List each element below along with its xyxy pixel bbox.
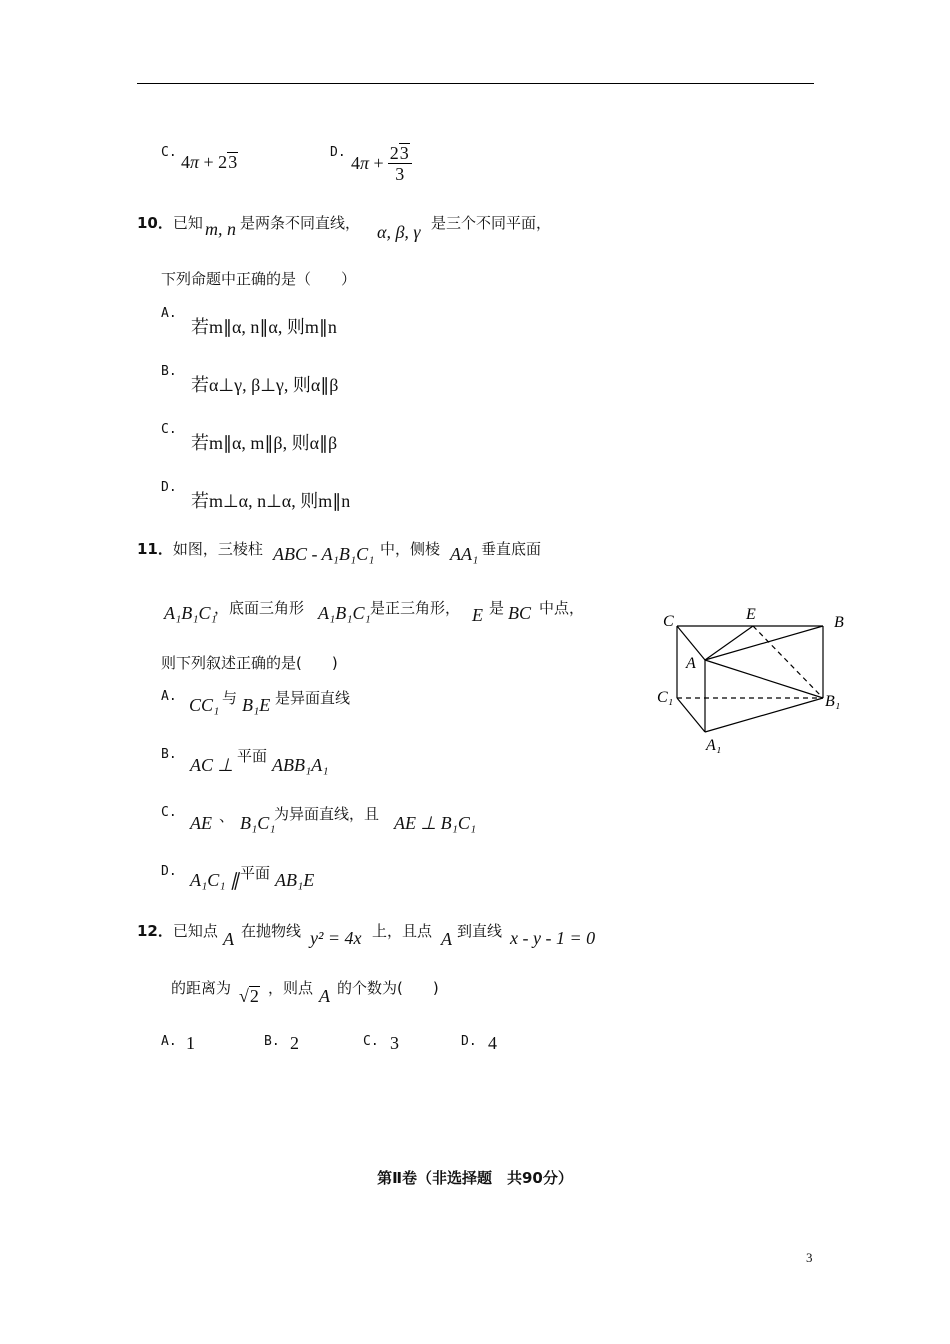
q11-c-m3: AE ⊥ B₁C₁: [394, 813, 477, 833]
q10-option-b-text: 若α⊥γ, β⊥γ, 则α∥β: [191, 375, 339, 395]
q12-point-a: A: [223, 929, 234, 949]
header-rule: [137, 83, 814, 84]
label-a: A: [686, 655, 696, 672]
q11-d-t1: 平面: [240, 864, 271, 882]
q12-stem-line1: [137, 920, 218, 941]
option-label: D.: [461, 1034, 477, 1049]
q11-text-h: 则下列叙述正确的是( ): [161, 654, 338, 672]
q11-c-t1: 、: [219, 807, 235, 825]
q10-vars-greek: α, β, γ: [377, 222, 421, 242]
triangular-prism-figure: [650, 600, 850, 760]
q12-text-e: 的距离为: [171, 979, 232, 997]
q11-prism: ABC - A₁B₁C₁: [273, 544, 375, 564]
q11-b-m2: ABB₁A₁: [272, 755, 329, 775]
q11-text-b: 中，侧棱: [380, 540, 441, 558]
fraction-denominator: 3: [395, 163, 405, 184]
q11-text-g: 中点，: [539, 599, 585, 617]
question-number: 12．: [137, 922, 173, 940]
q10-option-c-text: 若m∥α, m∥β, 则α∥β: [191, 433, 338, 453]
q11-edge: AA₁: [450, 544, 479, 564]
q12-point-a2: A: [441, 929, 452, 949]
q10-text-a: 已知: [172, 214, 203, 232]
q12-option-a-value: 1: [186, 1033, 195, 1053]
q11-a-m2: B₁E: [242, 695, 271, 715]
question-number: 11．: [137, 540, 173, 558]
sqrt-radicand: 2: [249, 986, 259, 1006]
question-number: 10．: [137, 214, 173, 232]
option-label: C.: [363, 1034, 379, 1049]
q12-text-d: 到直线: [457, 922, 503, 940]
q12-text-c: 上，且点: [372, 922, 433, 940]
q11-c-t2: 为异面直线，且: [274, 805, 380, 823]
option-label: D.: [161, 864, 177, 879]
option-label: A.: [161, 689, 177, 704]
label-c: C: [663, 613, 674, 630]
q11-c-m2: B₁C₁: [240, 813, 276, 833]
q12-text-a: 已知点: [172, 922, 218, 940]
section-heading: 第Ⅱ卷（非选择题 共90分）: [377, 1169, 573, 1187]
option-label: C.: [161, 805, 177, 820]
q9-option-c: [161, 145, 177, 160]
q11-b-t1: 平面: [237, 747, 268, 765]
q12-option-d-value: 4: [488, 1033, 497, 1053]
label-b1: B₁: [825, 693, 841, 710]
q11-text-e: 是正三角形，: [370, 599, 461, 617]
q11-b-m1: AC ⊥: [190, 755, 234, 775]
q12-point-a3: A: [319, 986, 330, 1006]
option-label: D.: [330, 145, 346, 160]
q12-line-eq: x - y - 1 = 0: [510, 928, 596, 948]
q10-option-d-text: 若m⊥α, n⊥α, 则m∥n: [191, 491, 351, 511]
q10-stem-line1: [137, 212, 203, 233]
option-label: A.: [161, 306, 177, 321]
q11-base2: A₁B₁C₁: [318, 603, 371, 623]
q12-text-b: 在抛物线: [241, 922, 302, 940]
q11-c-m1: AE: [190, 813, 212, 833]
q11-base1: A₁B₁C₁: [164, 603, 217, 623]
option-label: C.: [161, 422, 177, 437]
q12-text-f: ，则点: [268, 979, 314, 997]
q12-option-b-value: 2: [290, 1033, 299, 1053]
fraction: $\frac{23}{3}$: [388, 143, 412, 184]
q11-stem-line1: [137, 538, 263, 559]
q11-d-m2: AB₁E: [275, 870, 315, 890]
q12-parabola: y² = 4x: [310, 928, 362, 948]
q11-a-t1: 与: [222, 689, 238, 707]
q10-option-a-text: 若m∥α, n∥α, 则m∥n: [191, 317, 337, 337]
edge-ae: [705, 626, 753, 660]
edge-ab: [705, 626, 823, 660]
page-number: 3: [806, 1250, 813, 1265]
q11-text-c: 垂直底面: [481, 540, 542, 558]
label-e: E: [746, 606, 756, 623]
option-label: B.: [161, 747, 177, 762]
label-b: B: [834, 614, 844, 631]
edge-c1a1: [677, 698, 705, 732]
q11-a-t2: 是异面直线: [275, 689, 351, 707]
q11-a-m1: CC₁: [189, 695, 220, 715]
q11-seg-bc: BC: [508, 603, 532, 623]
q11-text-f: 是: [489, 599, 505, 617]
q11-point-e: E: [472, 605, 483, 625]
option-label: D.: [161, 480, 177, 495]
option-label: C.: [161, 145, 177, 160]
option-label: B.: [264, 1034, 280, 1049]
q11-d-m1: A₁C₁ ∥: [190, 870, 240, 890]
label-c1: C₁: [657, 689, 674, 706]
q10-text-d: 下列命题中正确的是（ ）: [161, 270, 357, 288]
option-label: B.: [161, 364, 177, 379]
option-label: A.: [161, 1034, 177, 1049]
q12-option-c-value: 3: [390, 1033, 399, 1053]
edge-a1b1: [705, 698, 823, 732]
q10-text-b: 是两条不同直线，: [240, 214, 361, 232]
q9-option-d-expr: 4π + $\frac{23}{3}$: [351, 140, 412, 186]
q9-option-d: [330, 145, 346, 160]
label-a1: A₁: [706, 737, 722, 754]
q10-text-c: 是三个不同平面，: [431, 214, 552, 232]
q12-distance: √2: [239, 986, 259, 1006]
q12-text-g: 的个数为( ): [337, 979, 439, 997]
q11-text-a: 如图，三棱柱: [172, 540, 263, 558]
q10-vars-mn: m, n: [205, 219, 236, 239]
q11-text-d: ，底面三角形: [214, 599, 305, 617]
q9-option-c-expr: 4π + 23: [181, 152, 238, 172]
